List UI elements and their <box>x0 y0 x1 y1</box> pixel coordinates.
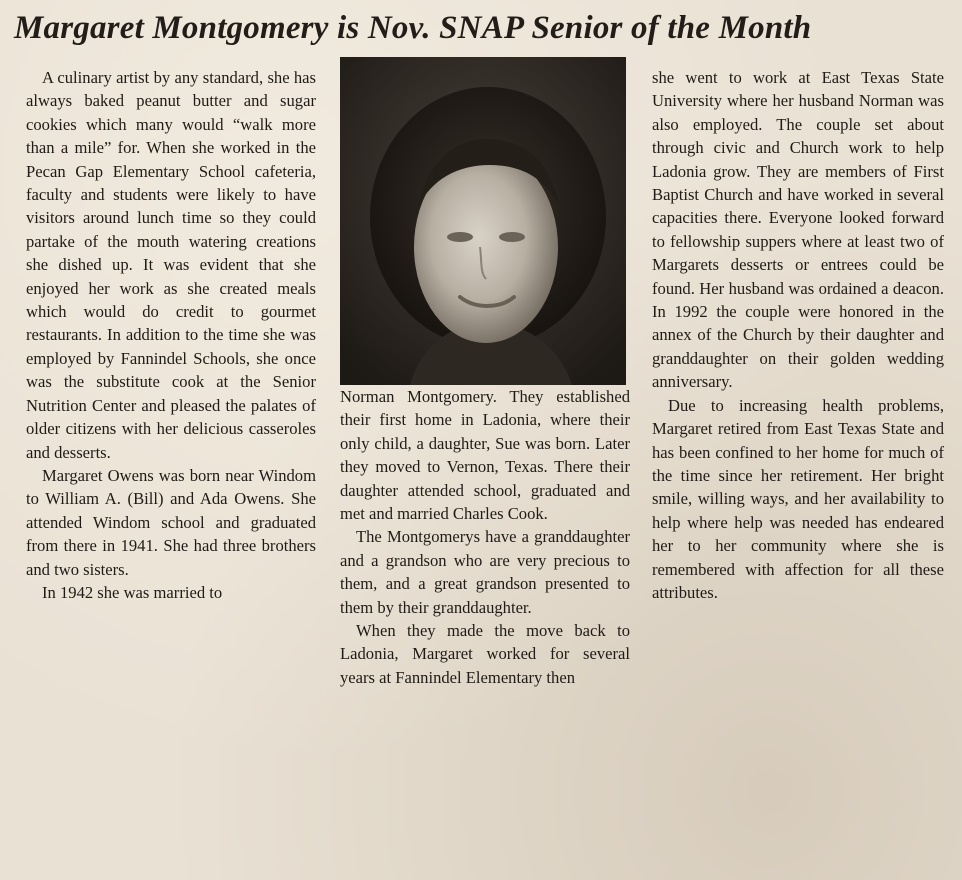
headline: Margaret Montgomery is Nov. SNAP Senior of the Month <box>14 10 812 46</box>
paragraph: Due to increasing health problems, Margaret retired from East Texas State and has been confined to her home for much of the time since her retirement. Her bright smile, willing ways, and her availability to help where help was needed has endeared her to her community where she is remembered with affection for all these attributes. <box>652 395 944 602</box>
paragraph: A culinary artist by any standard, she has always baked peanut butter and sugar cookies which many would “walk more than a mile” for. When she worked in the Pecan Gap Elementary School cafeteria, faculty and students were likely to have visitors around lunch time so they could partake of the mouth watering creations she dished up. It was evident that she enjoyed her work as she created meals which would do credit to gourmet restaurants. In addition to the time she was employed by Fannindel Schools, she once was the substitute cook at the Senior Nutrition Center and pleased the palates of older citizens with her delicious casseroles and desserts. <box>26 68 316 462</box>
paragraph: Norman Montgomery. They established their first home in Ladonia, where their only child, a daughter, Sue was born. Later they moved to Vernon, Texas. There their daughter attended school, graduated and met and married Charles Cook. <box>340 387 630 524</box>
paragraph: Margaret Owens was born near Windom to William A. (Bill) and Ada Owens. She attended Windom school and graduated from there in 1941. She had three brothers and two sisters. <box>26 465 316 579</box>
article-column-3 <box>652 66 944 866</box>
paragraph: The Montgomerys have a granddaughter and a grandson who are very precious to them, and a great grandson presented to them by their granddaughter. <box>340 527 630 617</box>
article-column-2 <box>340 385 630 865</box>
paragraph: When they made the move back to Ladonia, Margaret worked for several years at Fannindel Elementary then <box>340 621 630 687</box>
paragraph: In 1942 she was married to <box>42 582 223 602</box>
paragraph: she went to work at East Texas State University where her husband Norman was also employed. The couple set about through civic and Church work to help Ladonia grow. They are members of First Baptist Church and have worked in several capacities there. Everyone looked forward to fellowship suppers where at least two of Margarets desserts or entrees could be found. Her husband was ordained a deacon. In 1992 the couple were honored in the annex of the Church by their daughter and granddaughter on their golden wedding anniversary. <box>652 68 944 392</box>
portrait-photo <box>340 57 626 385</box>
portrait-image <box>340 57 626 385</box>
article-column-1 <box>26 66 316 866</box>
